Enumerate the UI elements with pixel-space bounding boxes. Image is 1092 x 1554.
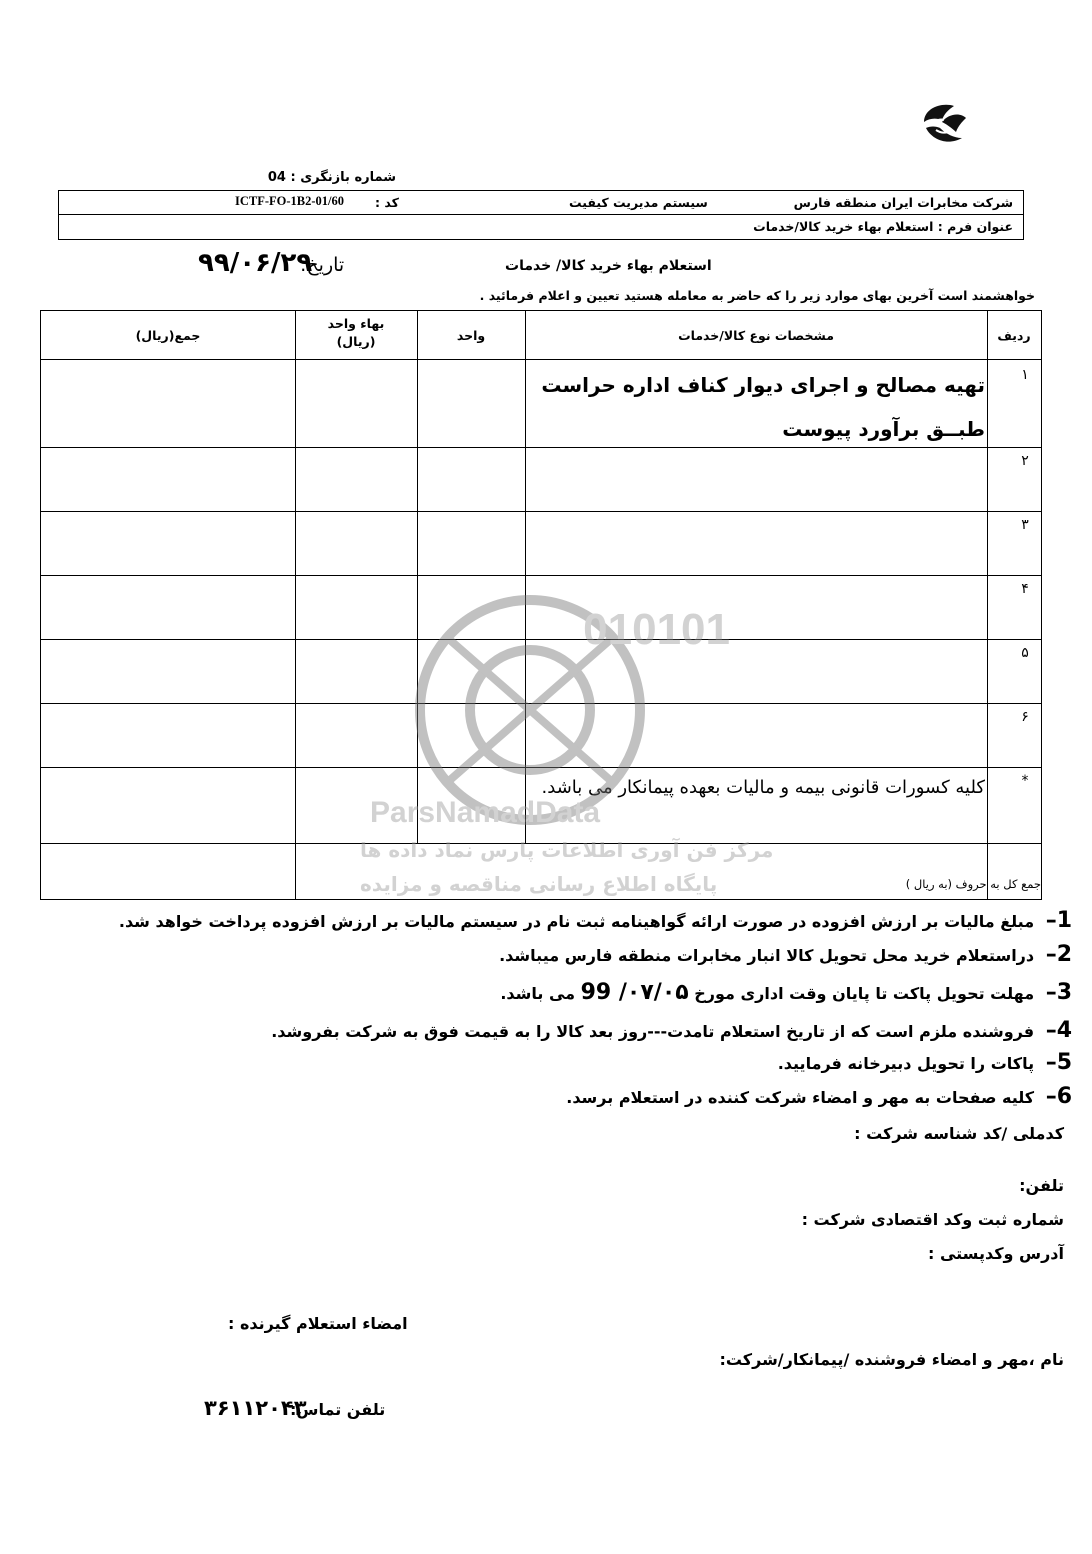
- note-text: مبلغ مالیات بر ارزش افزوده در صورت ارائه گواهینامه ثبت نام در سیستم مالیات بر ارزش افزوده پرداخت خواهد شد.: [118, 912, 1035, 931]
- header-description: مشخصات نوع کالا/خدمات: [678, 328, 834, 343]
- row-number: ۱: [1021, 367, 1029, 383]
- row-number: ۵: [1021, 645, 1029, 661]
- address-field: آدرس وکدپستی :: [927, 1244, 1064, 1263]
- row-number: ۴: [1021, 581, 1029, 597]
- request-text: خواهشمند است آخرین بهای موارد زیر را که حاضر به معامله هستید تعیین و اعلام فرمائید .: [479, 288, 1035, 303]
- item-description: کلیه کسورات قانونی بیمه و مالیات بعهده پیمانکار می باشد.: [541, 777, 985, 798]
- header-unit-price-label: بهاء واحد: [327, 316, 385, 331]
- note-number: 4–: [1045, 1018, 1072, 1043]
- note-text: فروشنده ملزم است که از تاریخ استعلام تامدت---روز بعد کالا را به قیمت فوق به شرکت بفروشد.: [271, 1022, 1035, 1041]
- national-id-field: کدملی /کد شناسه شرکت :: [854, 1124, 1064, 1143]
- page-title: استعلام بهاء خرید کالا/ خدمات: [505, 258, 712, 274]
- code-value: ICTF-FO-1B2-01/60: [235, 194, 345, 208]
- note-text-before: مهلت تحویل پاکت تا پایان وقت اداری مورخ: [694, 984, 1035, 1003]
- header-unit-price-currency: (ریال): [336, 334, 376, 349]
- row-number: ۳: [1021, 517, 1029, 533]
- receiver-signature-field: امضاء استعلام گیرنده :: [228, 1314, 408, 1333]
- note-6: [566, 1084, 1072, 1109]
- watermark-line2: پایگاه اطلاع رسانی مناقصه و مزایده: [360, 872, 718, 896]
- contact-label: تلفن تماس:: [290, 1400, 386, 1419]
- row-number: ۶: [1021, 709, 1029, 725]
- date-value: ۹۹/۰۶/۲۹: [198, 248, 313, 278]
- quality-system: سیستم مدیریت کیفیت: [569, 195, 708, 210]
- contact-number: ۳۶۱۱۲۰۴۳: [204, 1396, 307, 1420]
- note-number: 2–: [1045, 942, 1072, 967]
- total-in-words-label: جمع کل به حروف (به ریال ): [905, 877, 1041, 891]
- watermark-line1: مرکز فن آوری اطلاعات پارس نماد داده ها: [360, 838, 774, 862]
- note-number: 1–: [1045, 908, 1072, 933]
- seller-signature-field: نام ،مهر و امضاء فروشنده /پیمانکار/شرکت:: [719, 1350, 1064, 1369]
- company-name: شرکت مخابرات ایران منطقه فارس: [793, 195, 1013, 210]
- registration-field: شماره ثبت وکد اقتصادی شرکت :: [801, 1210, 1064, 1229]
- note-number: 3–: [1045, 980, 1072, 1005]
- row-number: *: [1021, 773, 1029, 789]
- form-title: عنوان فرم : استعلام بهاء خرید کالا/خدمات: [753, 219, 1013, 234]
- form-header: [58, 190, 1024, 240]
- header-unit-price: [295, 315, 417, 351]
- phone-field: تلفن:: [1019, 1176, 1064, 1195]
- note-text: پاکات را تحویل دبیرخانه فرمایید.: [777, 1054, 1035, 1073]
- note-2: [499, 942, 1072, 967]
- watermark-digits: 010101: [583, 605, 730, 654]
- revision-number: شماره بازنگری : 04: [267, 170, 396, 185]
- note-number: 5–: [1045, 1050, 1072, 1075]
- note-text: دراستعلام خرید محل تحویل کالا انبار مخابرات منطقه فارس میباشد.: [499, 946, 1035, 965]
- watermark-brand: ParsNamadData: [370, 796, 601, 829]
- note-5: [778, 1050, 1072, 1075]
- note-4: [271, 1018, 1072, 1043]
- note-text-after: می باشد.: [500, 984, 576, 1003]
- deadline-date: 99 /۰۷/۰۵: [580, 980, 689, 1005]
- note-3: [500, 980, 1072, 1005]
- date-label: تاریخ:: [300, 254, 345, 276]
- items-table: [40, 310, 1042, 900]
- note-1: [119, 908, 1072, 933]
- note-text: کلیه صفحات به مهر و امضاء شرکت کننده در استعلام برسد.: [566, 1088, 1035, 1107]
- note-number: 6–: [1045, 1084, 1072, 1109]
- item-description: تهیه مصالح و اجرای دیوار کناف اداره حراست طبــق برآورد پیوست: [541, 373, 985, 441]
- header-total: جمع(ریال): [135, 328, 201, 343]
- company-logo-icon: [918, 100, 970, 146]
- header-unit: واحد: [456, 328, 486, 343]
- header-row-number: ردیف: [997, 328, 1031, 343]
- code-label: کد :: [375, 195, 399, 210]
- row-number: ۲: [1021, 453, 1029, 469]
